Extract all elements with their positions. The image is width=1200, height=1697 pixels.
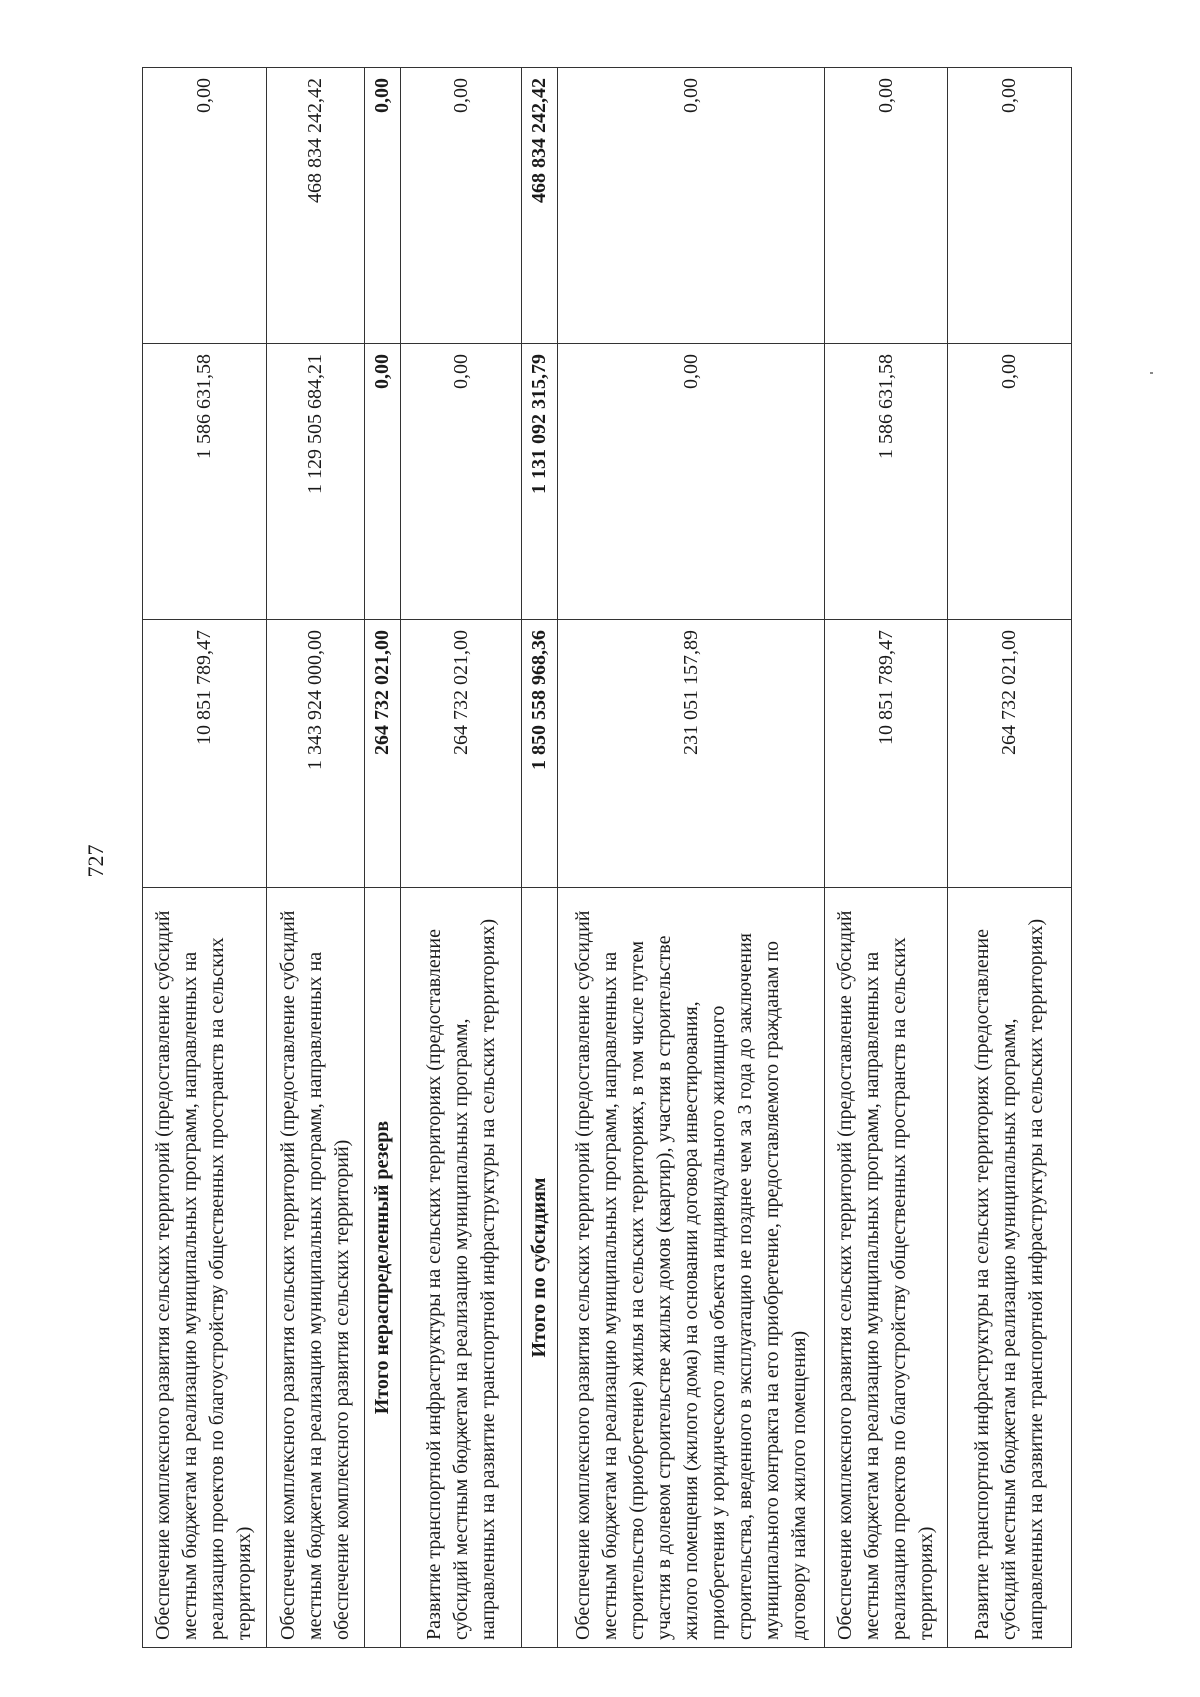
row-amount-3: 0,00 [143, 68, 267, 344]
total-amount-3: 0,00 [365, 68, 401, 344]
row-amount-2: 0,00 [558, 344, 825, 620]
row-amount-1: 231 051 157,89 [558, 620, 825, 888]
table-row [401, 68, 522, 1648]
table-row [143, 68, 267, 1648]
budget-table-frame [142, 68, 1072, 1648]
row-amount-3: 0,00 [401, 68, 522, 344]
row-amount-2: 1 129 505 684,21 [266, 344, 364, 620]
scan-speck [1150, 372, 1153, 374]
row-amount-3: 0,00 [948, 68, 1072, 344]
row-amount-1: 10 851 789,47 [143, 620, 267, 888]
row-amount-1: 10 851 789,47 [825, 620, 948, 888]
budget-table [142, 67, 1072, 1648]
row-amount-2: 0,00 [401, 344, 522, 620]
row-amount-3: 0,00 [825, 68, 948, 344]
row-amount-2: 1 586 631,58 [143, 344, 267, 620]
row-description: Обеспечение комплексного развития сельских территорий (предоставление субсидий местным бюджетам на реализацию муниципальных программ, направленных на обеспечение комплексного развития сельских территорий) [266, 888, 364, 1648]
total-amount-1: 1 850 558 968,36 [522, 620, 558, 888]
row-amount-2: 1 586 631,58 [825, 344, 948, 620]
total-amount-1: 264 732 021,00 [365, 620, 401, 888]
table-row [825, 68, 948, 1648]
table-row [266, 68, 364, 1648]
row-description: Развитие транспортной инфраструктуры на сельских территориях (предоставление субсидий местным бюджетам на реализацию муниципальных программ, направленных на развитие транспортной инфраструктуры на сельских территориях) [401, 888, 522, 1648]
total-amount-3: 468 834 242,42 [522, 68, 558, 344]
table-row [558, 68, 825, 1648]
row-description: Обеспечение комплексного развития сельских территорий (предоставление субсидий местным бюджетам на реализацию муниципальных программ, направленных на строительство (приобретение) жилья на сельских территориях, в том числе путем участия в долевом строительстве жилых домов (квартир), участия в строительстве жилого помещения (жилого дома) на основании договора инвестирования, приобретения у юридического лица объекта индивидуального жилищного строительства, введенного в эксплуатацию не позднее чем за 3 года до заключения муниципального контракта на его приобретение, предоставляемого гражданам по договору найма жилого помещения) [558, 888, 825, 1648]
row-amount-1: 264 732 021,00 [401, 620, 522, 888]
page-number: 727 [83, 844, 108, 878]
table-row [948, 68, 1072, 1648]
row-amount-1: 1 343 924 000,00 [266, 620, 364, 888]
row-amount-3: 0,00 [558, 68, 825, 344]
row-description: Обеспечение комплексного развития сельских территорий (предоставление субсидий местным бюджетам на реализацию муниципальных программ, направленных на реализацию проектов по благоустройству общественных пространств на сельских территориях) [143, 888, 267, 1648]
total-amount-2: 0,00 [365, 344, 401, 620]
row-description: Развитие транспортной инфраструктуры на сельских территориях (предоставление субсидий местным бюджетам на реализацию муниципальных программ, направленных на развитие транспортной инфраструктуры на сельских территориях) [948, 888, 1072, 1648]
total-amount-2: 1 131 092 315,79 [522, 344, 558, 620]
total-row-label: Итого по субсидиям [522, 888, 558, 1648]
total-row-unallocated-reserve [365, 68, 401, 1648]
total-row-subsidies [522, 68, 558, 1648]
row-description: Обеспечение комплексного развития сельских территорий (предоставление субсидий местным бюджетам на реализацию муниципальных программ, направленных на реализацию проектов по благоустройству общественных пространств на сельских территориях) [825, 888, 948, 1648]
total-row-label: Итого нераспределенный резерв [365, 888, 401, 1648]
row-amount-1: 264 732 021,00 [948, 620, 1072, 888]
row-amount-2: 0,00 [948, 344, 1072, 620]
row-amount-3: 468 834 242,42 [266, 68, 364, 344]
